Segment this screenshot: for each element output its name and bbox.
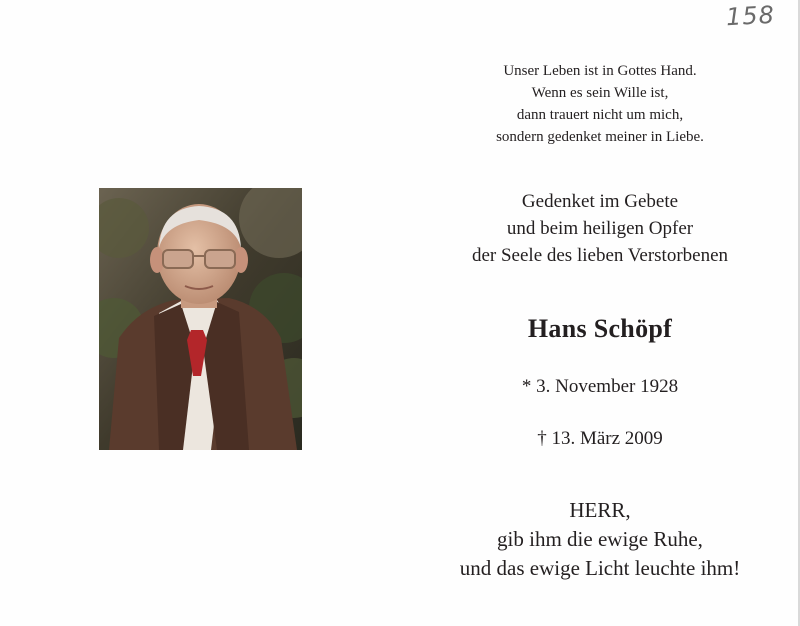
birth-date: * 3. November 1928	[521, 376, 679, 397]
closing-line: und das ewige Licht leuchte ihm!	[459, 556, 741, 580]
closing-line: HERR,	[569, 498, 631, 522]
prayer	[430, 188, 770, 269]
verse-line: sondern gedenket meiner in Liebe.	[496, 129, 704, 145]
verse	[430, 60, 770, 148]
prayer-line: Gedenket im Gebete	[521, 191, 679, 212]
death-date: † 13. März 2009	[537, 428, 663, 449]
verse-line: Unser Leben ist in Gottes Hand.	[503, 63, 697, 79]
closing-line: gib ihm die ewige Ruhe,	[497, 527, 703, 551]
verse-line: dann trauert nicht um mich,	[516, 107, 684, 123]
deceased-name: Hans Schöpf	[527, 314, 673, 343]
prayer-line: und beim heiligen Opfer	[506, 218, 694, 239]
verse-line: Wenn es sein Wille ist,	[531, 85, 669, 101]
archive-number: 158	[725, 0, 776, 32]
closing-prayer	[430, 496, 770, 583]
prayer-line: der Seele des lieben Verstorbenen	[471, 245, 729, 266]
portrait-photo	[99, 188, 302, 450]
